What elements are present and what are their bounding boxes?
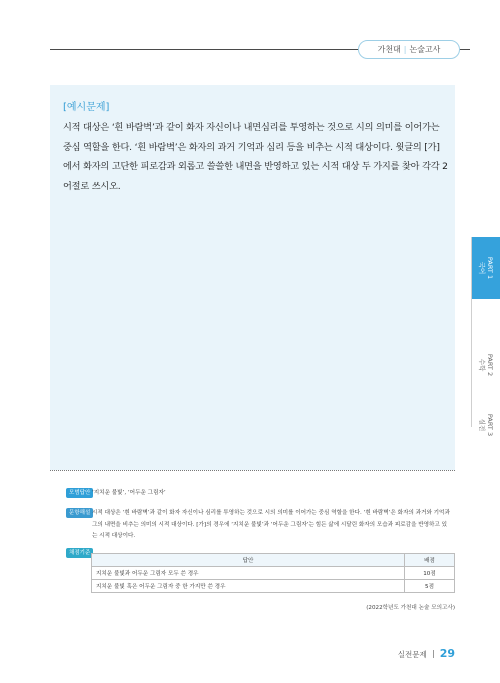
question-title: [예시문제] <box>63 102 110 113</box>
scoring-header-answer: 답안 <box>92 554 405 567</box>
scoring-row-score: 10점 <box>405 567 455 580</box>
model-answer-text: ‘지치운 불빛’, ‘어두운 그림자’ <box>92 490 166 496</box>
question-box <box>50 85 455 470</box>
scoring-row-answer: 지치운 불빛과 어두운 그림자 모두 쓴 경우 <box>92 567 405 580</box>
side-tab-part3-name: 실전 <box>477 418 486 432</box>
side-tab-part2[interactable] <box>472 334 500 396</box>
source-citation: (2022학년도 가천대 논술 모의고사) <box>366 605 455 611</box>
side-tab-part3[interactable] <box>472 394 500 456</box>
explanation-label: 문항해설 <box>66 508 93 518</box>
page-number: 29 <box>439 647 455 660</box>
scoring-header-score: 배점 <box>405 554 455 567</box>
page-footer <box>398 647 455 660</box>
scoring-label: 채점기준 <box>66 548 93 558</box>
model-answer-label: 모범답안 <box>66 488 93 498</box>
side-tab-part3-part: PART 3 <box>485 413 494 437</box>
side-tab-part2-part: PART 2 <box>485 353 494 377</box>
side-tab-part1-part: PART 1 <box>485 256 494 280</box>
table-row <box>92 580 455 593</box>
scoring-row-score: 5점 <box>405 580 455 593</box>
dotted-divider <box>50 470 455 471</box>
footer-separator <box>433 650 434 658</box>
question-text: 시적 대상은 ‘흰 바람벽’과 같이 화자 자신이나 내면심리를 투영하는 것으로 시의 의미를 이어가는 중심 역할을 한다. ‘흰 바람벽’은 화자의 과거 기억과 심리 등을 비추는 시적 대상이다. 윗글의 [가]에서 화자의 고단한 피로감과 외롭고 쓸쓸한 내면을 반영하고 있는 시적 대상 두 가지를 찾아 각각 2어절로 쓰시오. <box>63 122 448 192</box>
scoring-table <box>91 553 455 593</box>
side-tab-part1[interactable] <box>472 237 500 299</box>
table-row <box>92 567 455 580</box>
header-tag-separator: | <box>403 45 407 54</box>
scoring-row-answer: 지치운 불빛 혹은 어두운 그림자 중 한 가지만 쓴 경우 <box>92 580 405 593</box>
explanation-text: 시적 대상은 ‘흰 바람벽’과 같이 화자 자신이나 심리를 투영하는 것으로 시의 의미를 이어가는 중심 역할을 한다. ‘흰 바람벽’은 화자의 과거와 기억과 그의 내면을 비추는 의미의 시적 대상이다. [가]의 경우에 ‘지치운 불빛’과 ‘어두운 그림자’는 힘든 삶에 시달린 화자의 모습과 피로감을 반영하고 있는 시적 대상이다. <box>92 510 450 539</box>
side-tab-part1-name: 국어 <box>477 261 486 275</box>
scoring-table-header <box>92 554 455 567</box>
side-tab-part2-name: 수학 <box>477 358 486 372</box>
header-tag <box>358 40 460 59</box>
header-tag-left: 가천대 <box>377 45 401 54</box>
header-tag-right: 논술고사 <box>409 45 441 54</box>
footer-label: 실전문제 <box>397 650 427 659</box>
